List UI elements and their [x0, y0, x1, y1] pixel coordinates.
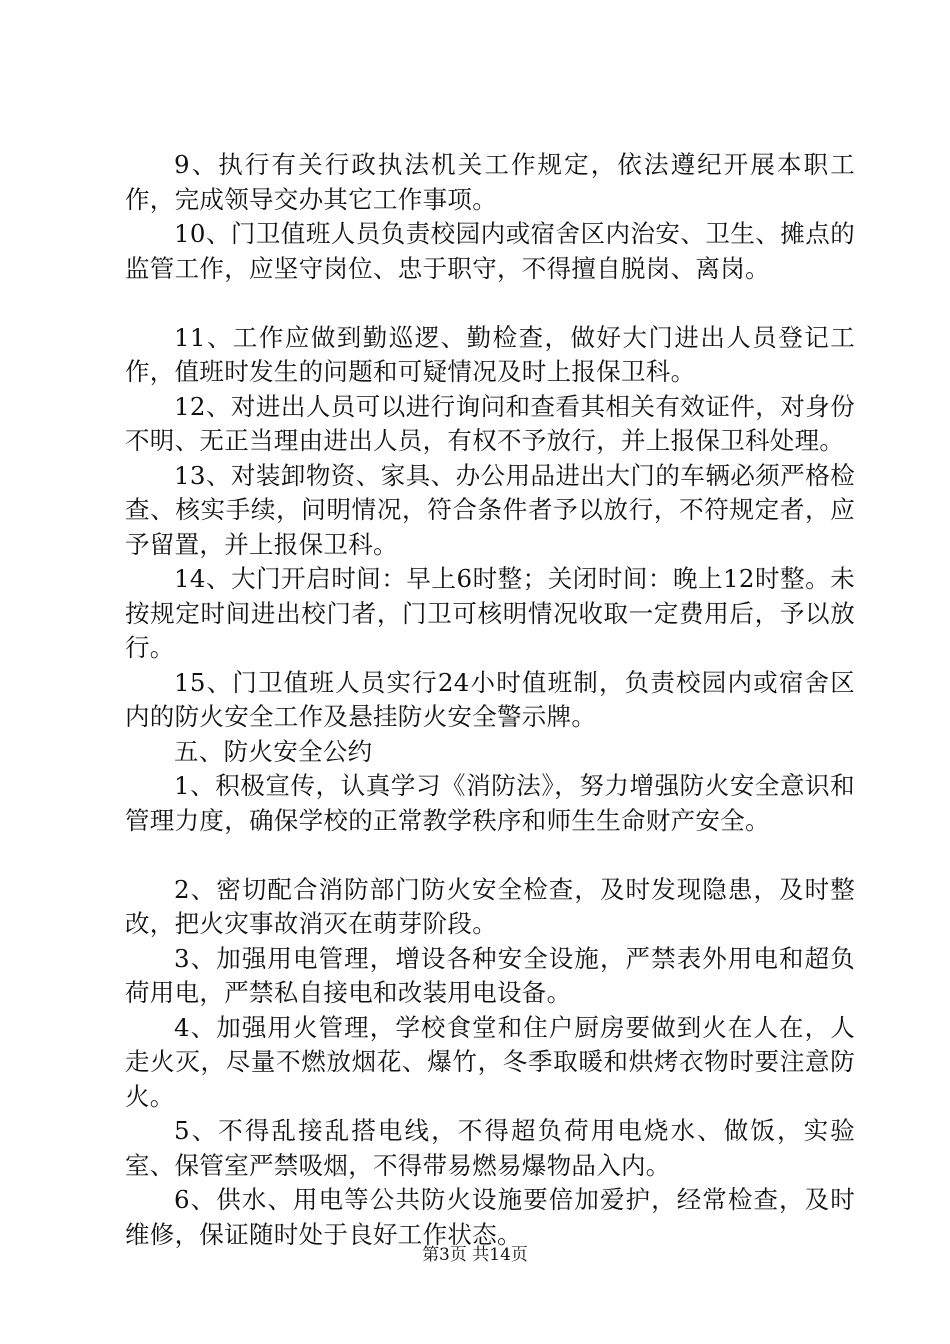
paragraph-13: 13、对装卸物资、家具、办公用品进出大门的车辆必须严格检查、核实手续，问明情况，符合条件者予以放行，不符规定者，应予留置，并上报保卫科。 — [125, 460, 855, 559]
paragraph-14: 14、大门开启时间：早上6时整；关闭时间：晚上12时整。未按规定时间进出校门者，门卫可核明情况收取一定费用后，予以放行。 — [125, 564, 855, 662]
paragraph-12: 12、对进出人员可以进行询问和查看其相关有效证件，对身份不明、无正当理由进出人员，有权不予放行，并上报保卫科处理。 — [125, 391, 855, 455]
paragraph-11: 11、工作应做到勤巡逻、勤检查，做好大门进出人员登记工作，值班时发生的问题和可疑情况及时上报保卫科。 — [125, 322, 855, 386]
fire-rule-4: 4、加强用火管理，学校食堂和住户厨房要做到火在人在，人走火灭，尽量不燃放烟花、爆竹，冬季取暖和烘烤衣物时要注意防火。 — [125, 1012, 855, 1111]
page-number-footer: 第3页 共14页 — [422, 1245, 528, 1265]
section-heading-fire-safety: 五、防火安全公约 — [174, 736, 373, 766]
fire-rule-1: 1、积极宣传，认真学习《消防法》，努力增强防火安全意识和管理力度，确保学校的正常教学秩序和师生生命财产安全。 — [125, 771, 855, 835]
paragraph-15: 15、门卫值班人员实行24小时值班制，负责校园内或宿舍区内的防火安全工作及悬挂防火安全警示牌。 — [125, 667, 855, 731]
fire-rule-6: 6、供水、用电等公共防火设施要倍加爱护，经常检查，及时维修，保证随时处于良好工作状态。 — [125, 1185, 855, 1249]
fire-rule-5: 5、不得乱接乱搭电线，不得超负荷用电烧水、做饭，实验室、保管室严禁吸烟，不得带易燃易爆物品入内。 — [125, 1116, 855, 1180]
fire-rule-2: 2、密切配合消防部门防火安全检查，及时发现隐患，及时整改，把火灾事故消灭在萌芽阶段。 — [125, 874, 855, 938]
paragraph-9: 9、执行有关行政执法机关工作规定，依法遵纪开展本职工作，完成领导交办其它工作事项。 — [125, 150, 855, 214]
paragraph-10: 10、门卫值班人员负责校园内或宿舍区内治安、卫生、摊点的监管工作，应坚守岗位、忠于职守，不得擅自脱岗、离岗。 — [125, 219, 855, 283]
fire-rule-3: 3、加强用电管理，增设各种安全设施，严禁表外用电和超负荷用电，严禁私自接电和改装用电设备。 — [125, 943, 855, 1007]
document-body — [125, 148, 855, 1252]
